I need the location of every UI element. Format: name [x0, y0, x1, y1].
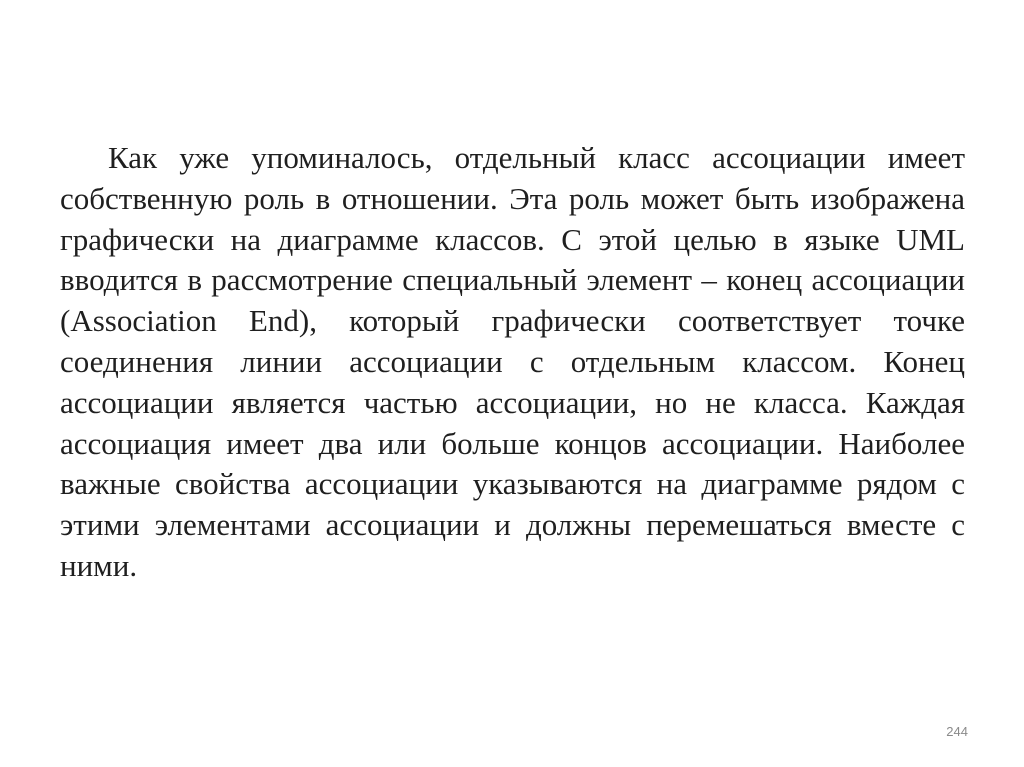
body-paragraph: Как уже упоминалось, отдельный класс ассоциации имеет собственную роль в отношении. Эта роль может быть изображена графически на диаграмме классов. С этой целью в языке UML вводится в рассмотрение специальный элемент – конец ассоциации (Association End), который графически соответствует точке соединения линии ассоциации с отдельным классом. Конец ассоциации является частью ассоциации, но не класса. Каждая ассоциация имеет два или больше концов ассоциации. Наиболее важные свойства ассоциации указываются на диаграмме рядом с этими элементами ассоциации и должны перемешаться вместе с ними.	[60, 140, 965, 583]
page-number: 244	[946, 724, 968, 739]
